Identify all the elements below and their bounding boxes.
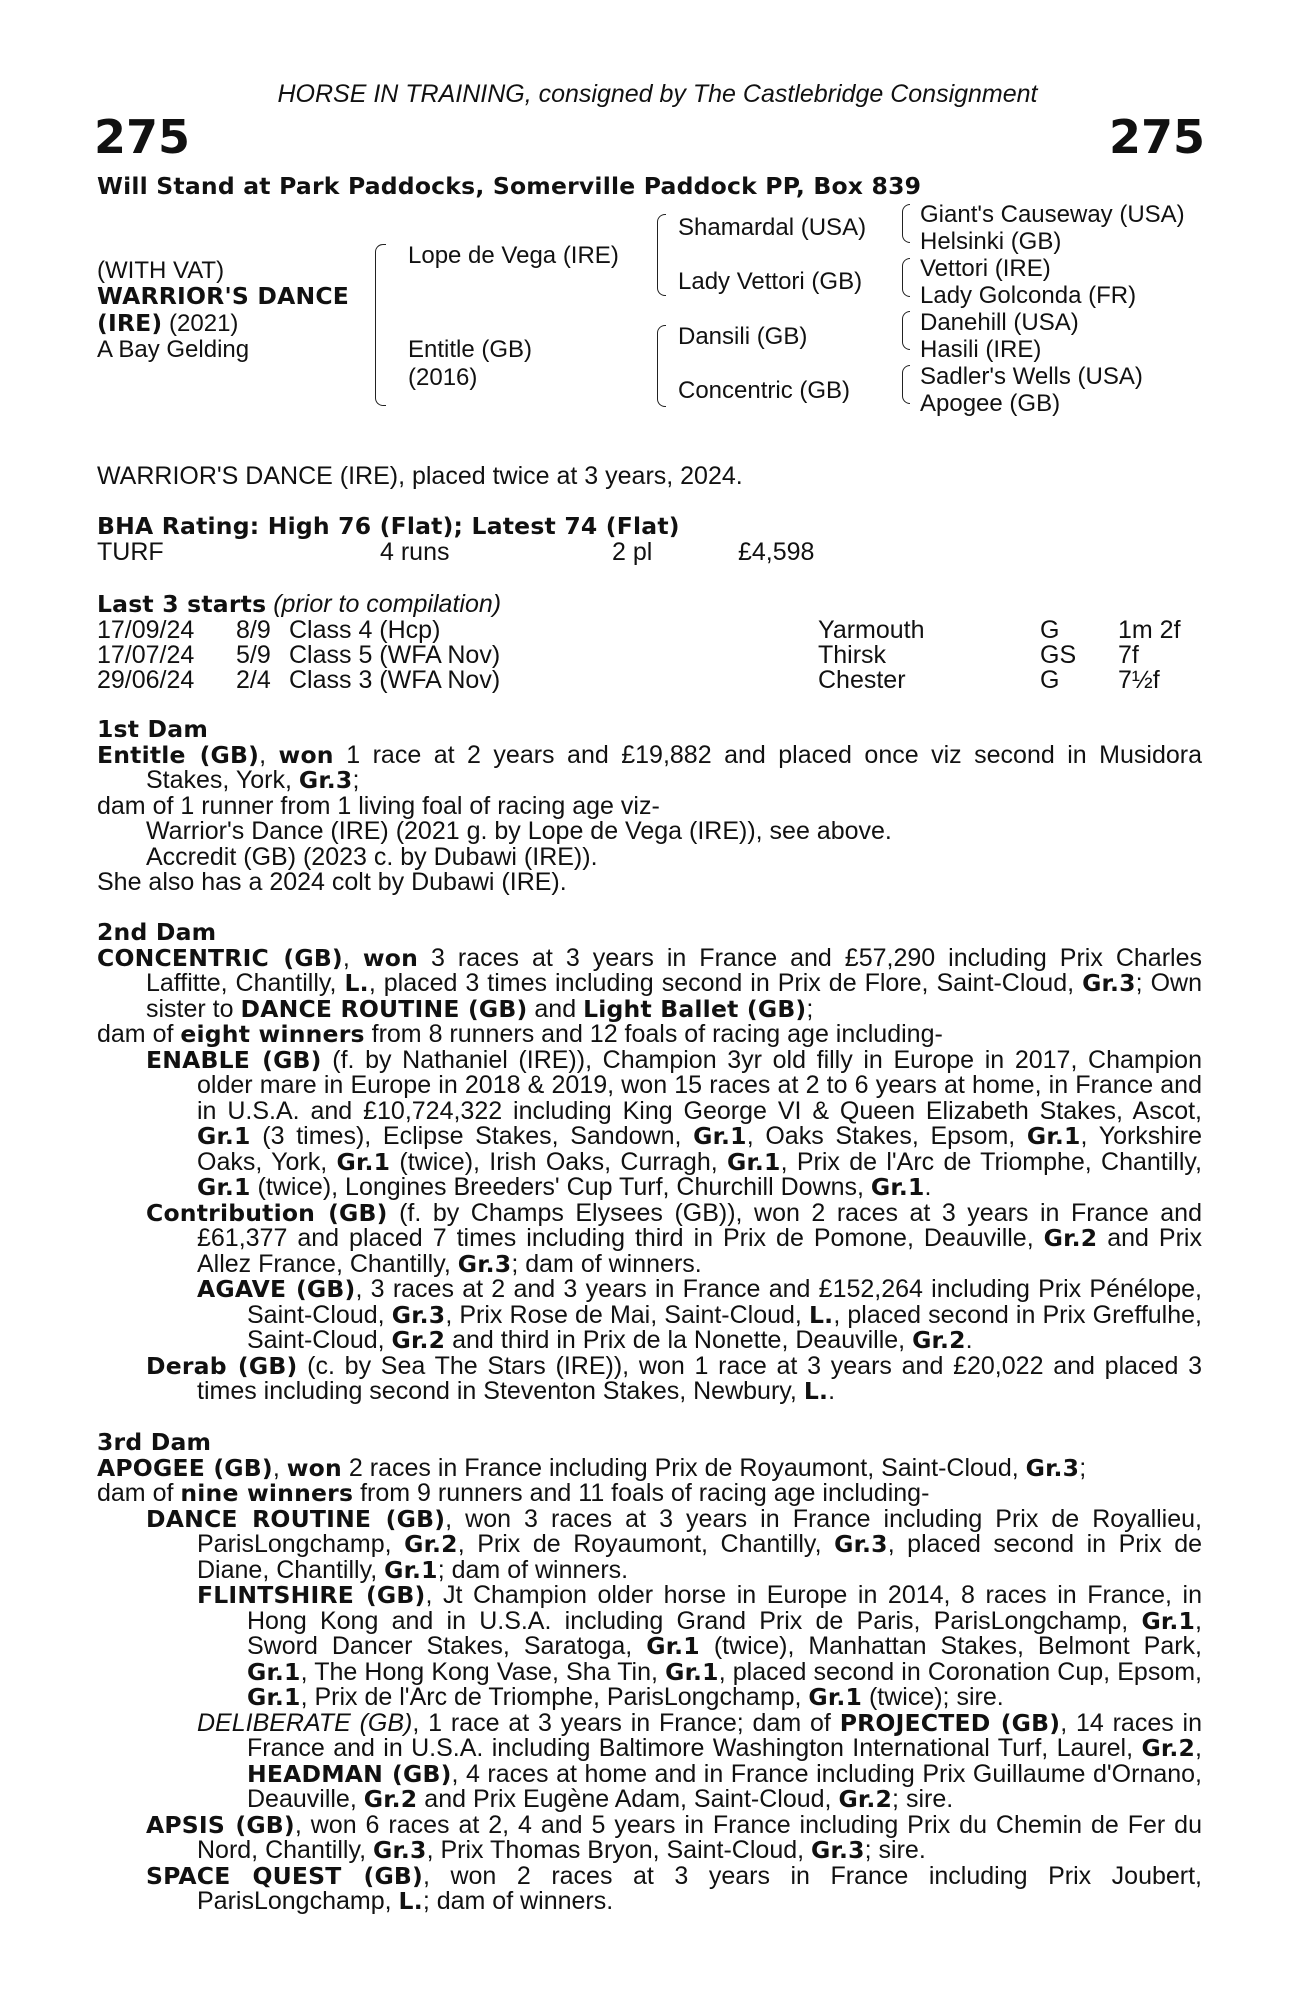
- text: ; dam of winners.: [511, 1249, 702, 1278]
- grade-badge: Gr.3: [457, 1249, 512, 1278]
- produce-contribution: [97, 1198, 1202, 1278]
- grade-badge: L.: [803, 1377, 829, 1405]
- pedigree-dsd: Hasili (IRE): [920, 336, 1042, 363]
- produce-name: DELIBERATE (GB): [197, 1708, 413, 1737]
- pedigree-brace-ss: [902, 204, 910, 243]
- start-distance: 7f: [1118, 641, 1139, 669]
- pedigree-brace-main: [375, 244, 386, 406]
- rating-placed: 2 pl: [612, 538, 653, 566]
- third-dam-section: [97, 1430, 1202, 1915]
- third-dam-name: APOGEE (GB): [97, 1453, 273, 1482]
- start-distance: 1m 2f: [1118, 616, 1181, 644]
- grade-badge: Gr.2: [363, 1785, 418, 1813]
- text: (c. by Sea The Stars (IRE)), won 1 race at 3 years and £20,022 and placed 3 times including second in Steventon Stakes, Newbury,: [197, 1351, 1202, 1405]
- start-going: G: [1040, 666, 1060, 694]
- grade-badge: L.: [398, 1887, 423, 1915]
- first-dam-name: Entitle (GB): [97, 740, 260, 769]
- start-position: 2/4: [236, 666, 271, 694]
- won-label: won: [286, 1453, 342, 1482]
- punct: .: [965, 1326, 973, 1354]
- produce-name: PROJECTED (GB): [839, 1708, 1061, 1737]
- text: ,: [1195, 1734, 1202, 1762]
- second-dam-name: CONCENTRIC (GB): [97, 943, 343, 972]
- winners-count: eight winners: [180, 1020, 365, 1048]
- start-date: 29/06/24: [97, 666, 195, 694]
- won-label: won: [278, 740, 334, 769]
- rating-heading: BHA Rating: High 76 (Flat); Latest 74 (Flat): [97, 512, 680, 540]
- text: , Prix de Royaumont, Chantilly,: [457, 1530, 835, 1558]
- punct: .: [828, 1377, 836, 1405]
- grade-badge: L.: [809, 1300, 834, 1329]
- produce-space-quest: [97, 1861, 1202, 1915]
- first-dam-produce: Warrior's Dance (IRE) (2021 g. by Lope de Vega (IRE)), see above.: [146, 817, 892, 845]
- horse-summary: WARRIOR'S DANCE (IRE), placed twice at 3 years, 2024.: [97, 462, 743, 490]
- text: 2 races in France including Prix de Royaumont, Saint-Cloud,: [341, 1453, 1026, 1482]
- text: , 3 races at 2 and 3 years in France and £152,264 including Prix Pénélope, Saint-Cloud,: [247, 1275, 1203, 1329]
- third-dam-record: [97, 1453, 1202, 1482]
- text: (f. by Champs Elysees (GB)), won 2 races at 3 years in France and £61,377 and placed 7 times including third in Prix de Pomone, Deauville,: [197, 1198, 1202, 1252]
- produce-name: ENABLE (GB): [146, 1045, 322, 1074]
- start-race: Class 5 (WFA Nov): [289, 641, 501, 669]
- text: and third in Prix de la Nonette, Deauville,: [445, 1326, 913, 1354]
- pedigree-ssd: Helsinki (GB): [920, 228, 1062, 255]
- grade-badge: Gr.1: [247, 1683, 301, 1711]
- pedigree-sire-dam: Lady Vettori (GB): [678, 268, 863, 295]
- lot-number-right: 275: [1108, 110, 1205, 164]
- pedigree-ddd: Apogee (GB): [920, 390, 1061, 417]
- text: (3 times), Eclipse Stakes, Sandown,: [250, 1122, 694, 1150]
- pedigree-sire-sire: Shamardal (USA): [678, 214, 867, 241]
- text: 3 races at 3 years in France and £57,290 including Prix Charles Laffitte, Chantilly,: [146, 943, 1202, 997]
- grade-badge: Gr.2: [838, 1785, 893, 1813]
- text: , placed second in Prix Greffulhe, Saint-Cloud,: [247, 1300, 1202, 1354]
- text: ; dam of winners.: [437, 1555, 629, 1584]
- sibling-name: Light Ballet (GB): [583, 994, 807, 1023]
- pedigree-dam-dam: Concentric (GB): [678, 377, 851, 404]
- second-dam-produce-line: [97, 1022, 1202, 1048]
- sep: ,: [272, 1453, 287, 1482]
- start-course: Yarmouth: [818, 616, 925, 644]
- produce-enable: [97, 1045, 1202, 1201]
- third-dam-heading: 3rd Dam: [97, 1428, 212, 1456]
- start-date: 17/09/24: [97, 616, 195, 644]
- produce-name: FLINTSHIRE (GB): [197, 1581, 426, 1609]
- produce-apsis: [97, 1810, 1202, 1864]
- sibling-name: DANCE ROUTINE (GB): [240, 994, 528, 1023]
- sep: ,: [342, 943, 363, 972]
- pedigree-brace-sd: [902, 258, 910, 297]
- text: (twice), Irish Oaks, Curragh,: [390, 1147, 727, 1176]
- grade-badge: Gr.2: [1141, 1734, 1196, 1762]
- produce-derab: [97, 1351, 1202, 1405]
- second-dam-record: [97, 943, 1203, 1023]
- grade-badge: Gr.1: [197, 1173, 251, 1201]
- grade-badge: Gr.2: [391, 1326, 446, 1354]
- grade-badge: Gr.2: [404, 1530, 458, 1558]
- pedigree-sds: Vettori (IRE): [920, 255, 1051, 282]
- pedigree-dds: Sadler's Wells (USA): [920, 363, 1143, 390]
- start-going: GS: [1040, 641, 1077, 669]
- produce-name: DANCE ROUTINE (GB): [146, 1504, 446, 1533]
- catalogue-title: HORSE IN TRAINING, consigned by The Castlebridge Consignment: [277, 80, 1038, 108]
- produce-name: AGAVE (GB): [197, 1275, 356, 1303]
- grade-badge: Gr.1: [693, 1122, 747, 1150]
- third-dam-produce-line: [97, 1481, 1202, 1507]
- text: , Prix Rose de Mai, Saint-Cloud,: [445, 1300, 809, 1329]
- text: ; Own sister to: [146, 969, 1203, 1023]
- pedigree-brace-sire: [657, 214, 666, 296]
- start-position: 5/9: [236, 641, 271, 669]
- text: dam of: [97, 1020, 181, 1048]
- grade-badge: Gr.1: [384, 1555, 438, 1584]
- first-dam-heading: 1st Dam: [97, 715, 209, 743]
- text: , 4 races at home and in France including Prix Guillaume d'Ornano, Deauville,: [247, 1759, 1203, 1813]
- first-dam-note: She also has a 2024 colt by Dubawi (IRE).: [97, 868, 567, 896]
- last-starts-heading: [97, 590, 501, 619]
- won-label: won: [362, 943, 419, 972]
- pedigree-brace-ds: [902, 311, 910, 350]
- text: , Jt Champion older horse in Europe in 2014, 8 races in France, in Hong Kong and in U.S.A. including Grand Prix de Paris, ParisLongchamp,: [247, 1581, 1202, 1635]
- start-position: 8/9: [236, 616, 271, 644]
- text: , 14 races in France and in U.S.A. including Baltimore Washington International Turf, Laurel,: [247, 1708, 1203, 1762]
- pedigree-sss: Giant's Causeway (USA): [920, 201, 1185, 228]
- text: , Oaks Stakes, Epsom,: [746, 1122, 1027, 1150]
- text: , Yorkshire Oaks, York,: [197, 1122, 1202, 1176]
- text: (twice), Manhattan Stakes, Belmont Park,: [699, 1632, 1202, 1660]
- last-starts-title: Last 3 starts: [97, 590, 267, 618]
- text: , placed 3 times including second in Prix de Flore, Saint-Cloud,: [368, 969, 1083, 997]
- start-course: Chester: [818, 666, 906, 694]
- grade-badge: Gr.3: [811, 1836, 865, 1864]
- last-starts-note: (prior to compilation): [273, 590, 502, 618]
- text: from 8 runners and 12 foals of racing age including-: [364, 1020, 943, 1048]
- produce-flintshire: [97, 1583, 1202, 1711]
- produce-name: Contribution (GB): [146, 1198, 388, 1227]
- text: , won 6 races at 2, 4 and 5 years in France including Prix du Chemin de Fer du Nord, Chantilly,: [197, 1810, 1202, 1864]
- start-distance: 7½f: [1118, 666, 1160, 694]
- grade-badge: Gr.1: [665, 1657, 719, 1686]
- start-race: Class 3 (WFA Nov): [289, 666, 501, 694]
- grade-badge: Gr.1: [870, 1173, 925, 1201]
- start-race: Class 4 (Hcp): [289, 616, 441, 644]
- pedigree-brace-dd: [902, 365, 910, 404]
- text: from 9 runners and 11 foals of racing age including-: [353, 1479, 930, 1507]
- text: , won 2 races at 3 years in France including Prix Joubert, ParisLongchamp,: [197, 1861, 1202, 1915]
- first-dam-record: [97, 740, 1202, 794]
- grade-badge: Gr.3: [1025, 1453, 1080, 1482]
- pedigree-brace-dam: [657, 325, 666, 407]
- grade-badge: Gr.2: [912, 1326, 966, 1354]
- punct: ;: [1079, 1453, 1087, 1482]
- first-dam-text: 1 race at 2 years and £19,882 and placed once viz second in Musidora Stakes, York,: [146, 740, 1202, 794]
- horse-origin: [97, 309, 238, 338]
- text: dam of: [97, 1479, 181, 1507]
- grade-badge: Gr.1: [727, 1147, 781, 1176]
- text: , won 3 races at 3 years in France including Prix de Royallieu, ParisLongchamp,: [197, 1504, 1202, 1558]
- grade-badge: Gr.3: [373, 1836, 427, 1864]
- text: , Prix de l'Arc de Triomphe, ParisLongchamp,: [300, 1683, 809, 1711]
- grade-badge: Gr.1: [808, 1683, 862, 1711]
- pedigree-dam-sire: Dansili (GB): [678, 323, 808, 350]
- horse-name: WARRIOR'S DANCE: [97, 282, 350, 310]
- horse-description: A Bay Gelding: [97, 336, 250, 363]
- text: , 1 race at 3 years in France; dam of: [412, 1708, 840, 1737]
- rating-earnings: £4,598: [738, 538, 815, 566]
- pedigree-sire: Lope de Vega (IRE): [408, 242, 619, 269]
- grade-badge: L.: [344, 969, 369, 997]
- text: and Prix Allez France, Chantilly,: [197, 1224, 1202, 1278]
- rating-surface: TURF: [97, 538, 164, 566]
- text: ; sire.: [864, 1836, 926, 1864]
- text: , Sword Dancer Stakes, Saratoga,: [247, 1606, 1202, 1660]
- sep: ,: [259, 740, 279, 769]
- punct: .: [924, 1173, 932, 1201]
- text: , placed second in Prix de Diane, Chantilly,: [197, 1530, 1203, 1584]
- text: and: [527, 994, 584, 1023]
- text: ; sire.: [892, 1785, 954, 1813]
- punct: ;: [352, 766, 360, 794]
- pedigree-dam-year: (2016): [408, 364, 478, 391]
- text: , Prix Thomas Bryon, Saint-Cloud,: [426, 1836, 812, 1864]
- first-dam-section: [97, 717, 1202, 896]
- produce-agave: [97, 1277, 1202, 1354]
- start-course: Thirsk: [818, 641, 887, 669]
- winners-count: nine winners: [180, 1479, 354, 1507]
- produce-name: SPACE QUEST (GB): [146, 1861, 423, 1890]
- grade-badge: Gr.1: [247, 1657, 301, 1686]
- stand-location: Will Stand at Park Paddocks, Somerville Paddock PP, Box 839: [97, 172, 922, 200]
- text: , placed second in Coronation Cup, Epsom,: [718, 1657, 1202, 1686]
- vat-note: (WITH VAT): [97, 257, 225, 284]
- grade-badge: Gr.1: [1141, 1606, 1196, 1635]
- rating-runs: 4 runs: [380, 538, 450, 566]
- grade-badge: Gr.1: [646, 1632, 700, 1660]
- grade-badge: Gr.1: [1026, 1122, 1081, 1150]
- grade-badge: Gr.2: [1043, 1224, 1098, 1252]
- text: and Prix Eugène Adam, Saint-Cloud,: [417, 1785, 839, 1813]
- produce-name: Derab (GB): [146, 1351, 298, 1380]
- horse-year: (2021): [169, 310, 239, 337]
- produce-name: HEADMAN (GB): [247, 1759, 452, 1788]
- text: (f. by Nathaniel (IRE)), Champion 3yr old filly in Europe in 2017, Champion older mare in Europe in 2018 & 2019, won 15 races at 2 to 6 years at home, in France and in U.S.A. and £10,724,322 including King George VI & Queen Elizabeth Stakes, Ascot,: [197, 1045, 1202, 1125]
- produce-deliberate: [97, 1708, 1203, 1813]
- lot-number-left: 275: [94, 110, 191, 164]
- grade-badge: Gr.3: [298, 766, 353, 794]
- produce-name: APSIS (GB): [146, 1810, 295, 1839]
- start-going: G: [1040, 616, 1060, 644]
- pedigree-dss: Danehill (USA): [920, 309, 1079, 336]
- text: , The Hong Kong Vase, Sha Tin,: [300, 1657, 666, 1686]
- produce-dance-routine: [97, 1504, 1203, 1584]
- grade-badge: Gr.3: [1082, 969, 1136, 997]
- second-dam-section: [97, 920, 1202, 1405]
- punct: ;: [806, 994, 814, 1023]
- second-dam-heading: 2nd Dam: [97, 918, 217, 946]
- text: (twice), Longines Breeders' Cup Turf, Churchill Downs,: [250, 1173, 871, 1201]
- grade-badge: Gr.1: [336, 1147, 391, 1176]
- text: (twice); sire.: [862, 1683, 1004, 1711]
- horse-country: (IRE): [97, 309, 163, 337]
- start-date: 17/07/24: [97, 641, 195, 669]
- pedigree-sdd: Lady Golconda (FR): [920, 282, 1137, 309]
- grade-badge: Gr.3: [391, 1300, 446, 1329]
- first-dam-produce-line: dam of 1 runner from 1 living foal of racing age viz-: [97, 791, 660, 820]
- first-dam-produce: Accredit (GB) (2023 c. by Dubawi (IRE)).: [146, 842, 598, 871]
- grade-badge: Gr.1: [197, 1122, 251, 1150]
- text: ; dam of winners.: [422, 1887, 614, 1915]
- pedigree-dam: Entitle (GB): [408, 336, 533, 363]
- grade-badge: Gr.3: [834, 1530, 888, 1558]
- text: , Prix de l'Arc de Triomphe, Chantilly,: [780, 1147, 1202, 1176]
